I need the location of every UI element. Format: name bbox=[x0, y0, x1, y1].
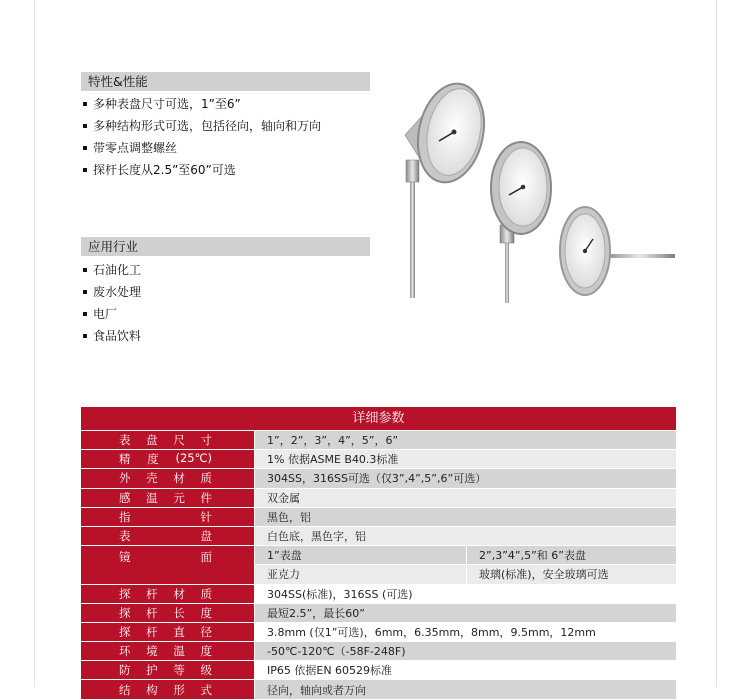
bullet-icon bbox=[83, 146, 87, 150]
row-label: 表 盘 尺 寸 bbox=[81, 431, 255, 449]
spec-table-title: 详细参数 bbox=[81, 407, 676, 431]
bullet-icon bbox=[83, 168, 87, 172]
bullet-icon bbox=[83, 268, 87, 272]
list-item: 食品饮料 bbox=[81, 325, 141, 347]
row-value: 径向，轴向或者万向 bbox=[255, 680, 676, 698]
list-item: 石油化工 bbox=[81, 259, 141, 281]
table-row bbox=[81, 469, 676, 488]
features-heading: 特性&性能 bbox=[81, 72, 370, 91]
row-label: 探 杆 长 度 bbox=[81, 604, 255, 622]
features-list bbox=[81, 93, 321, 181]
row-value: 3.8mm (仅1”可选)，6mm，6.35mm，8mm，9.5mm，12mm bbox=[255, 623, 676, 641]
table-row bbox=[81, 450, 676, 469]
table-row bbox=[81, 489, 676, 508]
table-row bbox=[81, 642, 676, 661]
row-value-split bbox=[255, 546, 676, 583]
row-value: 双金属 bbox=[255, 489, 676, 507]
list-item: 多种结构形式可选，包括径向，轴向和万向 bbox=[81, 115, 321, 137]
row-label: 探 杆 直 径 bbox=[81, 623, 255, 641]
list-item: 带零点调整螺丝 bbox=[81, 137, 321, 159]
industries-list bbox=[81, 259, 141, 347]
row-label: 外 壳 材 质 bbox=[81, 469, 255, 487]
row-value: 304SS，316SS可选（仅3”,4”,5”,6”可选） bbox=[255, 469, 676, 487]
thermometer-gauge-axial bbox=[491, 142, 551, 303]
row-label: 防 护 等 级 bbox=[81, 661, 255, 679]
list-item: 电厂 bbox=[81, 303, 141, 325]
thermometer-gauge-back-mount bbox=[560, 207, 675, 295]
row-value: 304SS(标准)，316SS (可选) bbox=[255, 585, 676, 603]
split-header-1: 1”表盘 bbox=[255, 546, 467, 564]
table-row bbox=[81, 585, 676, 604]
table-row bbox=[81, 623, 676, 642]
split-value-2: 玻璃(标准)，安全玻璃可选 bbox=[479, 568, 609, 582]
table-row bbox=[81, 431, 676, 450]
table-row bbox=[81, 661, 676, 680]
page-border-left bbox=[34, 0, 35, 687]
bullet-icon bbox=[83, 312, 87, 316]
list-item: 废水处理 bbox=[81, 281, 141, 303]
spec-table bbox=[81, 407, 676, 700]
split-value-1: 亚克力 bbox=[255, 565, 467, 584]
row-label: 结 构 形 式 bbox=[81, 680, 255, 698]
bullet-icon bbox=[83, 102, 87, 106]
thermometer-gauge-adjustable bbox=[405, 77, 493, 298]
row-label: 精 度 (25℃) bbox=[81, 450, 255, 468]
list-item: 探杆长度从2.5”至60”可选 bbox=[81, 159, 321, 181]
bullet-icon bbox=[83, 124, 87, 128]
bullet-icon bbox=[83, 334, 87, 338]
row-label: 环 境 温 度 bbox=[81, 642, 255, 660]
page-border-right bbox=[716, 0, 717, 687]
row-value: IP65 依据EN 60529标准 bbox=[255, 661, 676, 679]
table-row bbox=[81, 508, 676, 527]
table-row bbox=[81, 527, 676, 546]
row-value: 最短2.5”，最长60” bbox=[255, 604, 676, 622]
industries-heading: 应用行业 bbox=[81, 237, 370, 256]
list-item: 多种表盘尺寸可选，1”至6” bbox=[81, 93, 321, 115]
row-value: 1”，2”，3”，4”，5”，6” bbox=[255, 431, 676, 449]
table-row bbox=[81, 680, 676, 699]
thermometer-product-image bbox=[395, 75, 695, 310]
row-value: 1% 依据ASME B40.3标准 bbox=[255, 450, 676, 468]
row-label: 指 针 bbox=[81, 508, 255, 526]
table-row bbox=[81, 604, 676, 623]
row-label: 感 温 元 件 bbox=[81, 489, 255, 507]
row-label: 探 杆 材 质 bbox=[81, 585, 255, 603]
row-value: 黑色，铝 bbox=[255, 508, 676, 526]
row-value: -50℃-120℃（-58F-248F) bbox=[255, 642, 676, 660]
table-row bbox=[81, 546, 676, 584]
split-header-2: 2”,3”4”,5”和 6”表盘 bbox=[479, 548, 586, 562]
row-label: 镜 面 bbox=[81, 546, 255, 583]
bullet-icon bbox=[83, 290, 87, 294]
row-label: 表 盘 bbox=[81, 527, 255, 545]
row-value: 白色底，黑色字，铝 bbox=[255, 527, 676, 545]
